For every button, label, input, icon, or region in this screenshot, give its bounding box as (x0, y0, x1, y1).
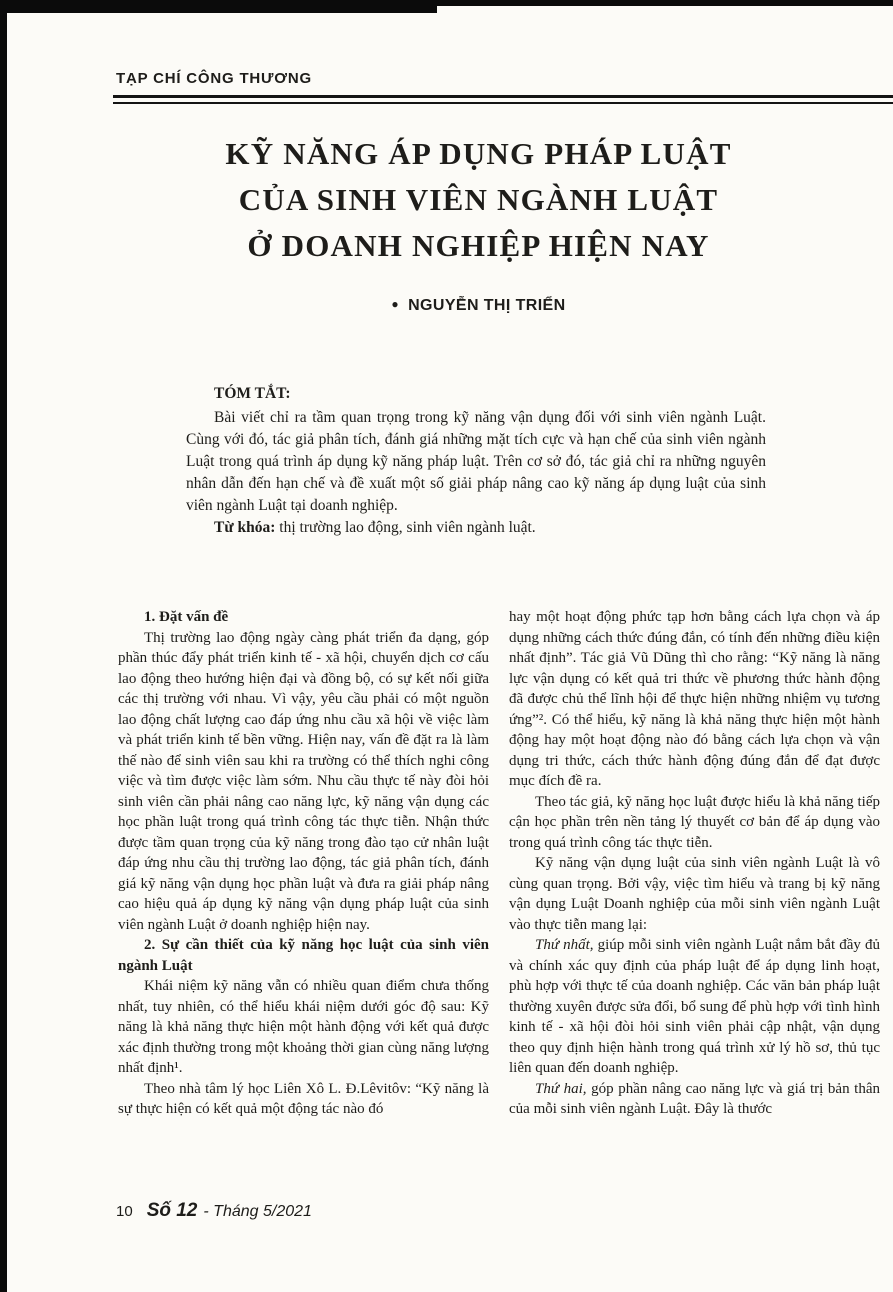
article-body (118, 607, 880, 1120)
keywords-label: Từ khóa: (214, 519, 276, 536)
body-paragraph-continued: hay một hoạt động phức tạp hơn bằng cách lựa chọn và áp dụng những cách thức đúng đắn, có tính đến những điều kiện nhất định”. Tác giả Vũ Dũng thì cho rằng: “Kỹ năng là năng lực vận dụng có kết quả tri thức về phương thức hành động đã được chủ thể lĩnh hội để thực hiện những nhiệm vụ tương ứng”². Có thể hiểu, kỹ năng là khả năng thực hiện một hành động hay một hoạt động nào đó bằng cách lựa chọn và vận dụng tri thức, cách thức hành động đúng đắn để đạt được mục đích đề ra. (509, 609, 880, 789)
abstract-heading: TÓM TẮT: (214, 385, 291, 402)
author-bullet-icon: ● (391, 297, 400, 311)
magazine-name: TẠP CHÍ CÔNG THƯƠNG (116, 70, 312, 87)
issue-date: - Tháng 5/2021 (203, 1203, 312, 1220)
body-paragraph: Theo tác giả, kỹ năng học luật được hiểu là khả năng tiếp cận học phần trên nền tảng lý thuyết cơ bản để áp dụng vào trong quá trình công tác thực tiễn. (509, 793, 880, 851)
article-title (70, 131, 887, 269)
body-paragraph: Kỹ năng vận dụng luật của sinh viên ngành Luật là vô cùng quan trọng. Bởi vậy, việc tìm hiểu và trang bị kỹ năng vận dụng Luật Doanh nghiệp của mỗi sinh viên ngành Luật vào thực tiễn mang lại: (509, 855, 880, 933)
issue-number: Số 12 (146, 1200, 198, 1221)
header-rule-top (113, 95, 893, 98)
keywords-line (186, 517, 766, 539)
section-heading-1: 1. Đặt vấn đề (144, 609, 229, 625)
body-paragraph: Theo nhà tâm lý học Liên Xô L. Đ.Lêvitôv: “Kỹ năng là sự thực hiện có kết quả một động tác nào đó (118, 1080, 489, 1117)
author-line (70, 297, 887, 315)
scan-edge-top-heavy (0, 0, 437, 13)
page-number: 10 (116, 1203, 133, 1220)
paragraph-text: giúp mỗi sinh viên ngành Luật nắm bắt đầy đủ và chính xác quy định của pháp luật để áp dụng linh hoạt, phù hợp với thực tế của doanh nghiệp. Các văn bản pháp luật thường xuyên được sửa đổi, bổ sung để phù hợp với tình hình kinh tế - xã hội đòi hỏi sinh viên phải cập nhật, vận dụng theo quy định hiện hành trong quá trình xử lý hồ sơ, thủ tục liên quan đến doanh nghiệp. (509, 937, 880, 1076)
title-line-1: KỸ NĂNG ÁP DỤNG PHÁP LUẬT (225, 136, 732, 171)
title-line-2: CỦA SINH VIÊN NGÀNH LUẬT (238, 182, 719, 217)
title-line-3: Ở DOANH NGHIỆP HIỆN NAY (247, 228, 710, 263)
keywords-text: thị trường lao động, sinh viên ngành luật. (279, 519, 536, 536)
paragraph-lead-italic: Thứ hai, (535, 1080, 587, 1097)
paragraph-text: góp phần nâng cao năng lực và giá trị bản thân của mỗi sinh viên ngành Luật. Đây là thước (509, 1080, 880, 1117)
paragraph-lead-italic: Thứ nhất, (535, 937, 594, 953)
header-rule-bottom (113, 102, 893, 104)
right-column (509, 607, 880, 1120)
section-heading-2: 2. Sự cần thiết của kỹ năng học luật của sinh viên ngành Luật (118, 937, 489, 974)
abstract-text: Bài viết chỉ ra tầm quan trọng trong kỹ năng vận dụng đối với sinh viên ngành Luật. Cùng với đó, tác giả phân tích, đánh giá những mặt tích cực và hạn chế của sinh viên ngành Luật trong quá trình áp dụng kỹ năng pháp luật. Trên cơ sở đó, tác giả chỉ ra những nguyên nhân dẫn đến hạn chế và đề xuất một số giải pháp nâng cao kỹ năng áp dụng luật của sinh viên ngành Luật tại doanh nghiệp. (186, 409, 766, 514)
body-paragraph (509, 1079, 880, 1120)
author-name: NGUYỄN THỊ TRIỂN (408, 297, 566, 314)
abstract-block (186, 383, 766, 539)
body-paragraph: Khái niệm kỹ năng vẫn có nhiều quan điểm chưa thống nhất, tuy nhiên, có thể hiểu khái niệm dưới góc độ sau: Kỹ năng là khả năng thực hiện một hành động với kết quả được xác định thường trong một khoảng thời gian cùng năng lượng nhất định¹. (118, 978, 489, 1076)
left-column (118, 607, 489, 1120)
page-footer (116, 1200, 312, 1222)
body-paragraph: Thị trường lao động ngày càng phát triển đa dạng, góp phần thúc đẩy phát triển kinh tế - xã hội, chuyển dịch cơ cấu lao động theo hướng hiện đại và đồng bộ, có sự kết nối giữa các thị trường với nhau. Vì vậy, yêu cầu phải có một nguồn lao động chất lượng cao đáp ứng nhu cầu xã hội về việc làm và phát triển kinh tế bền vững. Hiện nay, vấn đề đặt ra là làm thế nào để sinh viên sau khi ra trường có thể thích nghi công việc và tìm được việc làm sớm. Nhu cầu thực tế này đòi hỏi sinh viên cần phải nâng cao năng lực, kỹ năng vận dụng các học phần luật trong quá trình công tác thực tiễn. Nhận thức được tầm quan trọng của kỹ năng trong đào tạo cử nhân luật đáp ứng nhu cầu thị trường lao động, tác giả phân tích, đánh giá kỹ năng vận dụng học phần luật và đưa ra giải pháp nâng cao hiệu quả áp dụng kỹ năng vận dụng pháp luật của sinh viên ngành Luật ở doanh nghiệp hiện nay. (118, 629, 489, 933)
scan-edge-left (0, 0, 7, 1292)
body-paragraph (509, 935, 880, 1079)
